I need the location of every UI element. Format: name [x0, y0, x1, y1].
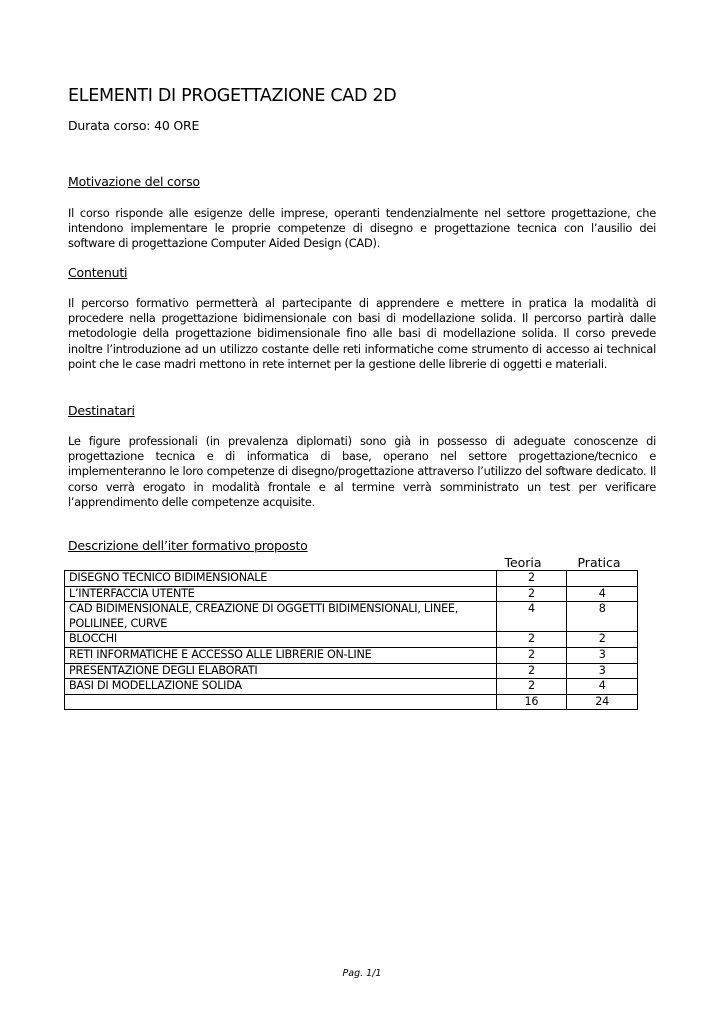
teoria-hours-cell: 16: [496, 694, 567, 710]
activity-cell: CAD BIDIMENSIONALE, CREAZIONE DI OGGETTI BIDIMENSIONALI, LINEE, POLILINEE, CURVE: [65, 602, 497, 632]
table-row: [65, 586, 638, 602]
pratica-hours-cell: 4: [567, 586, 638, 602]
heading-motivazione: Motivazione del corso: [68, 174, 200, 189]
page-number: Pag. 1/1: [342, 968, 382, 979]
pratica-hours-cell: 8: [567, 602, 638, 632]
paragraph-contenuti: Il percorso formativo permetterà al partecipante di apprendere e mettere in pratica la modalità di procedere nella progettazione bidimensionale con basi di modellazione solida. Il percorso partirà dalle metodologie della progettazione bidimensionale fino alle basi di modellazione solida. Il corso prevede inoltre l’introduzione ad un utilizzo costante delle reti informatiche come strumento di accesso ai technical point che le case madri mettono in rete internet per la gestione delle librerie di oggetti e materiali.: [68, 296, 656, 371]
column-header-teoria: Teoria: [504, 555, 542, 570]
activity-cell: L’INTERFACCIA UTENTE: [65, 586, 497, 602]
teoria-hours-cell: 2: [496, 586, 567, 602]
activity-cell: BASI DI MODELLAZIONE SOLIDA: [65, 679, 497, 695]
table-row: [65, 663, 638, 679]
table-row: [65, 571, 638, 587]
heading-destinatari: Destinatari: [68, 403, 135, 418]
activity-cell: DISEGNO TECNICO BIDIMENSIONALE: [65, 571, 497, 587]
table-total-row: [65, 694, 638, 710]
teoria-hours-cell: 2: [496, 663, 567, 679]
course-duration: Durata corso: 40 ORE: [68, 118, 200, 133]
pratica-hours-cell: 3: [567, 647, 638, 663]
teoria-hours-cell: 4: [496, 602, 567, 632]
table-row: [65, 679, 638, 695]
teoria-hours-cell: 2: [496, 571, 567, 587]
teoria-hours-cell: 2: [496, 632, 567, 648]
heading-iter: Descrizione dell’iter formativo proposto: [68, 538, 308, 553]
activity-cell: BLOCCHI: [65, 632, 497, 648]
column-header-pratica: Pratica: [577, 555, 621, 570]
activity-cell: [65, 694, 497, 710]
pratica-hours-cell: 4: [567, 679, 638, 695]
table-row: [65, 647, 638, 663]
activity-cell: PRESENTAZIONE DEGLI ELABORATI: [65, 663, 497, 679]
table-row: [65, 632, 638, 648]
pratica-hours-cell: [567, 571, 638, 587]
pratica-hours-cell: 2: [567, 632, 638, 648]
activity-cell: RETI INFORMATICHE E ACCESSO ALLE LIBRERIE ON-LINE: [65, 647, 497, 663]
pratica-hours-cell: 24: [567, 694, 638, 710]
heading-contenuti: Contenuti: [68, 265, 128, 280]
paragraph-motivazione: Il corso risponde alle esigenze delle imprese, operanti tendenzialmente nel settore progettazione, che intendono implementare le proprie competenze di disegno e progettazione tecnica con l’ausilio dei software di progettazione Computer Aided Design (CAD).: [68, 206, 656, 251]
teoria-hours-cell: 2: [496, 647, 567, 663]
table-row: [65, 602, 638, 632]
teoria-hours-cell: 2: [496, 679, 567, 695]
iter-table-body: [65, 571, 638, 710]
iter-table: [64, 570, 638, 710]
document-title: ELEMENTI DI PROGETTAZIONE CAD 2D: [68, 86, 397, 106]
pratica-hours-cell: 3: [567, 663, 638, 679]
paragraph-destinatari: Le figure professionali (in prevalenza diplomati) sono già in possesso di adeguate conoscenze di progettazione tecnica e di informatica di base, operano nel settore progettazione/tecnico e implementeranno le loro competenze di disegno/progettazione attraverso l’utilizzo del software dedicato. Il corso verrà erogato in modalità frontale e al termine verrà somministrato un test per verificare l’apprendimento delle competenze acquisite.: [68, 434, 656, 509]
